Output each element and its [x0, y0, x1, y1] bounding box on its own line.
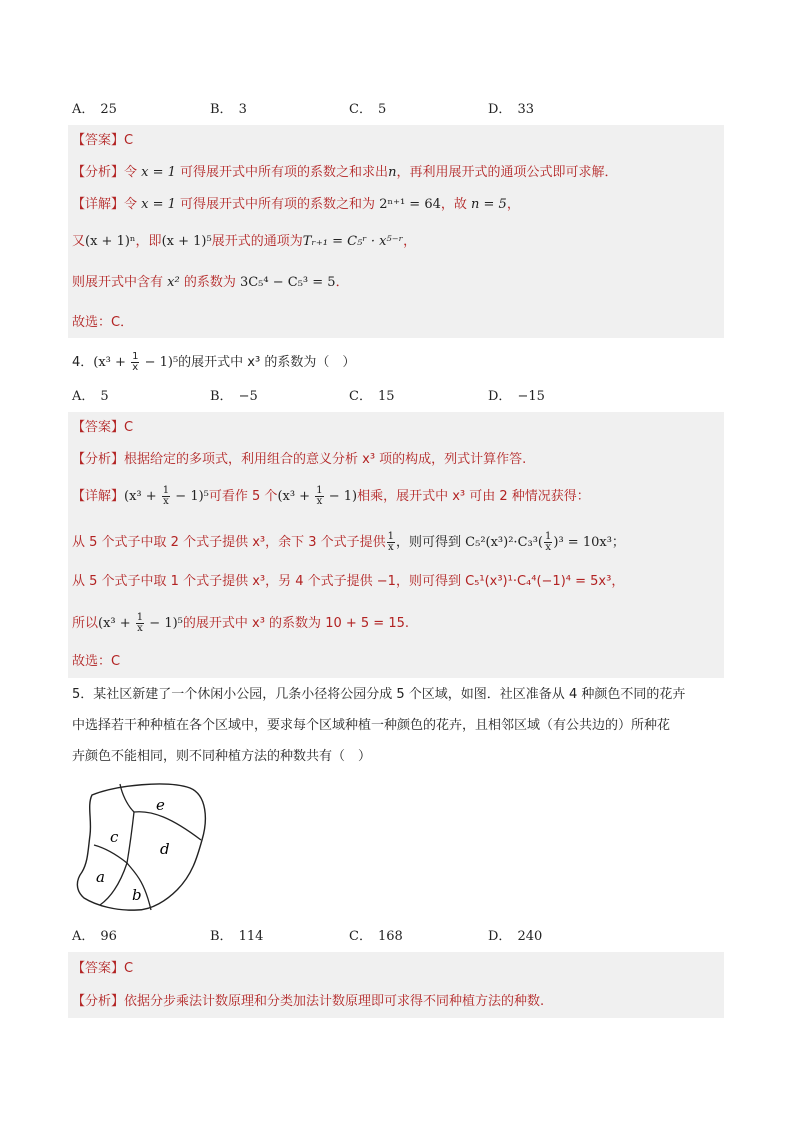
q4-detail4-fraction: $\frac{1}{x}$: [136, 612, 144, 634]
q3-choice: 故选：C．: [72, 315, 134, 330]
q4-option-b: B． −5: [210, 389, 258, 404]
region-c-label: c: [110, 828, 119, 846]
q5-option-b: B． 114: [210, 929, 264, 944]
q4-detail-4: 所以(x³ + $\frac{1}{x}$ − 1)⁵的展开式中 x³ 的系数为 10 + 5 = 15.: [72, 612, 409, 634]
q3-detail-1: 【详解】令 x = 1 可得展开式中所有项的系数之和为 2ⁿ⁺¹ = 64，故 n = 5，: [72, 197, 520, 212]
path-c-e: [120, 784, 134, 812]
q5-option-a: A． 96: [72, 929, 117, 944]
q5-solution: [68, 952, 724, 1018]
q5-options: [72, 927, 794, 947]
q4-choice: 故选：C: [72, 654, 121, 669]
q5-answer: 【答案】C: [72, 961, 134, 976]
q3-option-a: A． 25: [72, 102, 117, 117]
q3-analysis: 【分析】令 x = 1 可得展开式中所有项的系数之和求出n，再利用展开式的通项公式即可求解．: [72, 165, 618, 180]
region-d-label: d: [160, 840, 170, 858]
path-c-a: [94, 845, 127, 863]
q4-detail1-fraction-a: $\frac{1}{x}$: [162, 485, 170, 507]
q4-detail2-fraction-a: $\frac{1}{x}$: [387, 531, 395, 553]
q4-option-d: D． −15: [488, 389, 545, 404]
q4-analysis: 【分析】根据给定的多项式，利用组合的意义分析 x³ 项的构成，列式计算作答.: [72, 452, 527, 467]
q3-solution: [68, 125, 724, 338]
q3-detail-2: 又(x + 1)ⁿ，即(x + 1)⁵展开式的通项为Tᵣ₊₁ = C₅ʳ · x⁵⁻ʳ，: [72, 234, 417, 249]
path-e-d: [134, 812, 201, 840]
q5-stem-line-2: 中选择若干种种植在各个区域中，要求每个区域种植一种颜色的花卉，且相邻区域（有公共边的）所种花: [72, 718, 671, 733]
q5-option-d: D． 240: [488, 929, 543, 944]
q4-detail-2: 从 5 个式子中取 2 个式子提供 x³，余下 3 个式子提供 $\frac{1}{x}$ ，则可得到 C₅²(x³)²·C₃³( $\frac{1}{x}$ )³ = 10x³；: [72, 531, 625, 553]
q4-detail1-fraction-b: $\frac{1}{x}$: [316, 485, 323, 507]
q5-stem-line-3: 卉颜色不能相同，则不同种植方法的种数共有（ ）: [72, 749, 372, 764]
path-c-d: [127, 812, 134, 863]
region-a-label: a: [96, 868, 105, 886]
q4-detail-3: 从 5 个式子中取 1 个式子提供 x³，另 4 个式子提供 −1，则可得到 C₅¹(x³)¹·C₄⁴(−1)⁴ = 5x³，: [72, 574, 625, 589]
q4-option-a: A． 5: [72, 389, 109, 404]
q3-detail-3: 则展开式中含有 x² 的系数为 3C₅⁴ − C₅³ = 5．: [72, 275, 349, 290]
q4-detail-1: 【详解】(x³ + $\frac{1}{x}$ − 1)⁵可看作 5 个(x³ + $\frac{1}{x}$ − 1)相乘，展开式中 x³ 可由 2 种情况获得：: [72, 485, 590, 507]
q5-option-c: C． 168: [349, 929, 403, 944]
q3-options: [72, 100, 794, 120]
q4-option-c: C． 15: [349, 389, 395, 404]
q5-analysis: 【分析】依据分步乘法计数原理和分类加法计数原理即可求得不同种植方法的种数.: [72, 994, 545, 1009]
q4-answer: 【答案】C: [72, 420, 134, 435]
q3-option-b: B． 3: [210, 102, 247, 117]
q4-solution: [68, 412, 724, 678]
region-e-label: e: [156, 796, 165, 814]
q4-stem-fraction: $\frac{1}{x}$: [132, 351, 139, 373]
region-b-label: b: [132, 886, 142, 904]
q4-options: [72, 387, 794, 407]
park-region-diagram: [72, 780, 212, 915]
q4-stem: 4．(x³ + $\frac{1}{x}$ − 1)⁵的展开式中 x³ 的系数为（ ）: [72, 351, 356, 373]
q3-option-d: D． 33: [488, 102, 534, 117]
q4-detail2-fraction-b: $\frac{1}{x}$: [545, 531, 552, 553]
q3-answer: 【答案】C: [72, 133, 134, 148]
q5-stem-line-1: 5．某社区新建了一个休闲小公园，几条小径将公园分成 5 个区域，如图．社区准备从 4 种颜色不同的花卉: [72, 687, 686, 702]
q3-option-c: C． 5: [349, 102, 387, 117]
